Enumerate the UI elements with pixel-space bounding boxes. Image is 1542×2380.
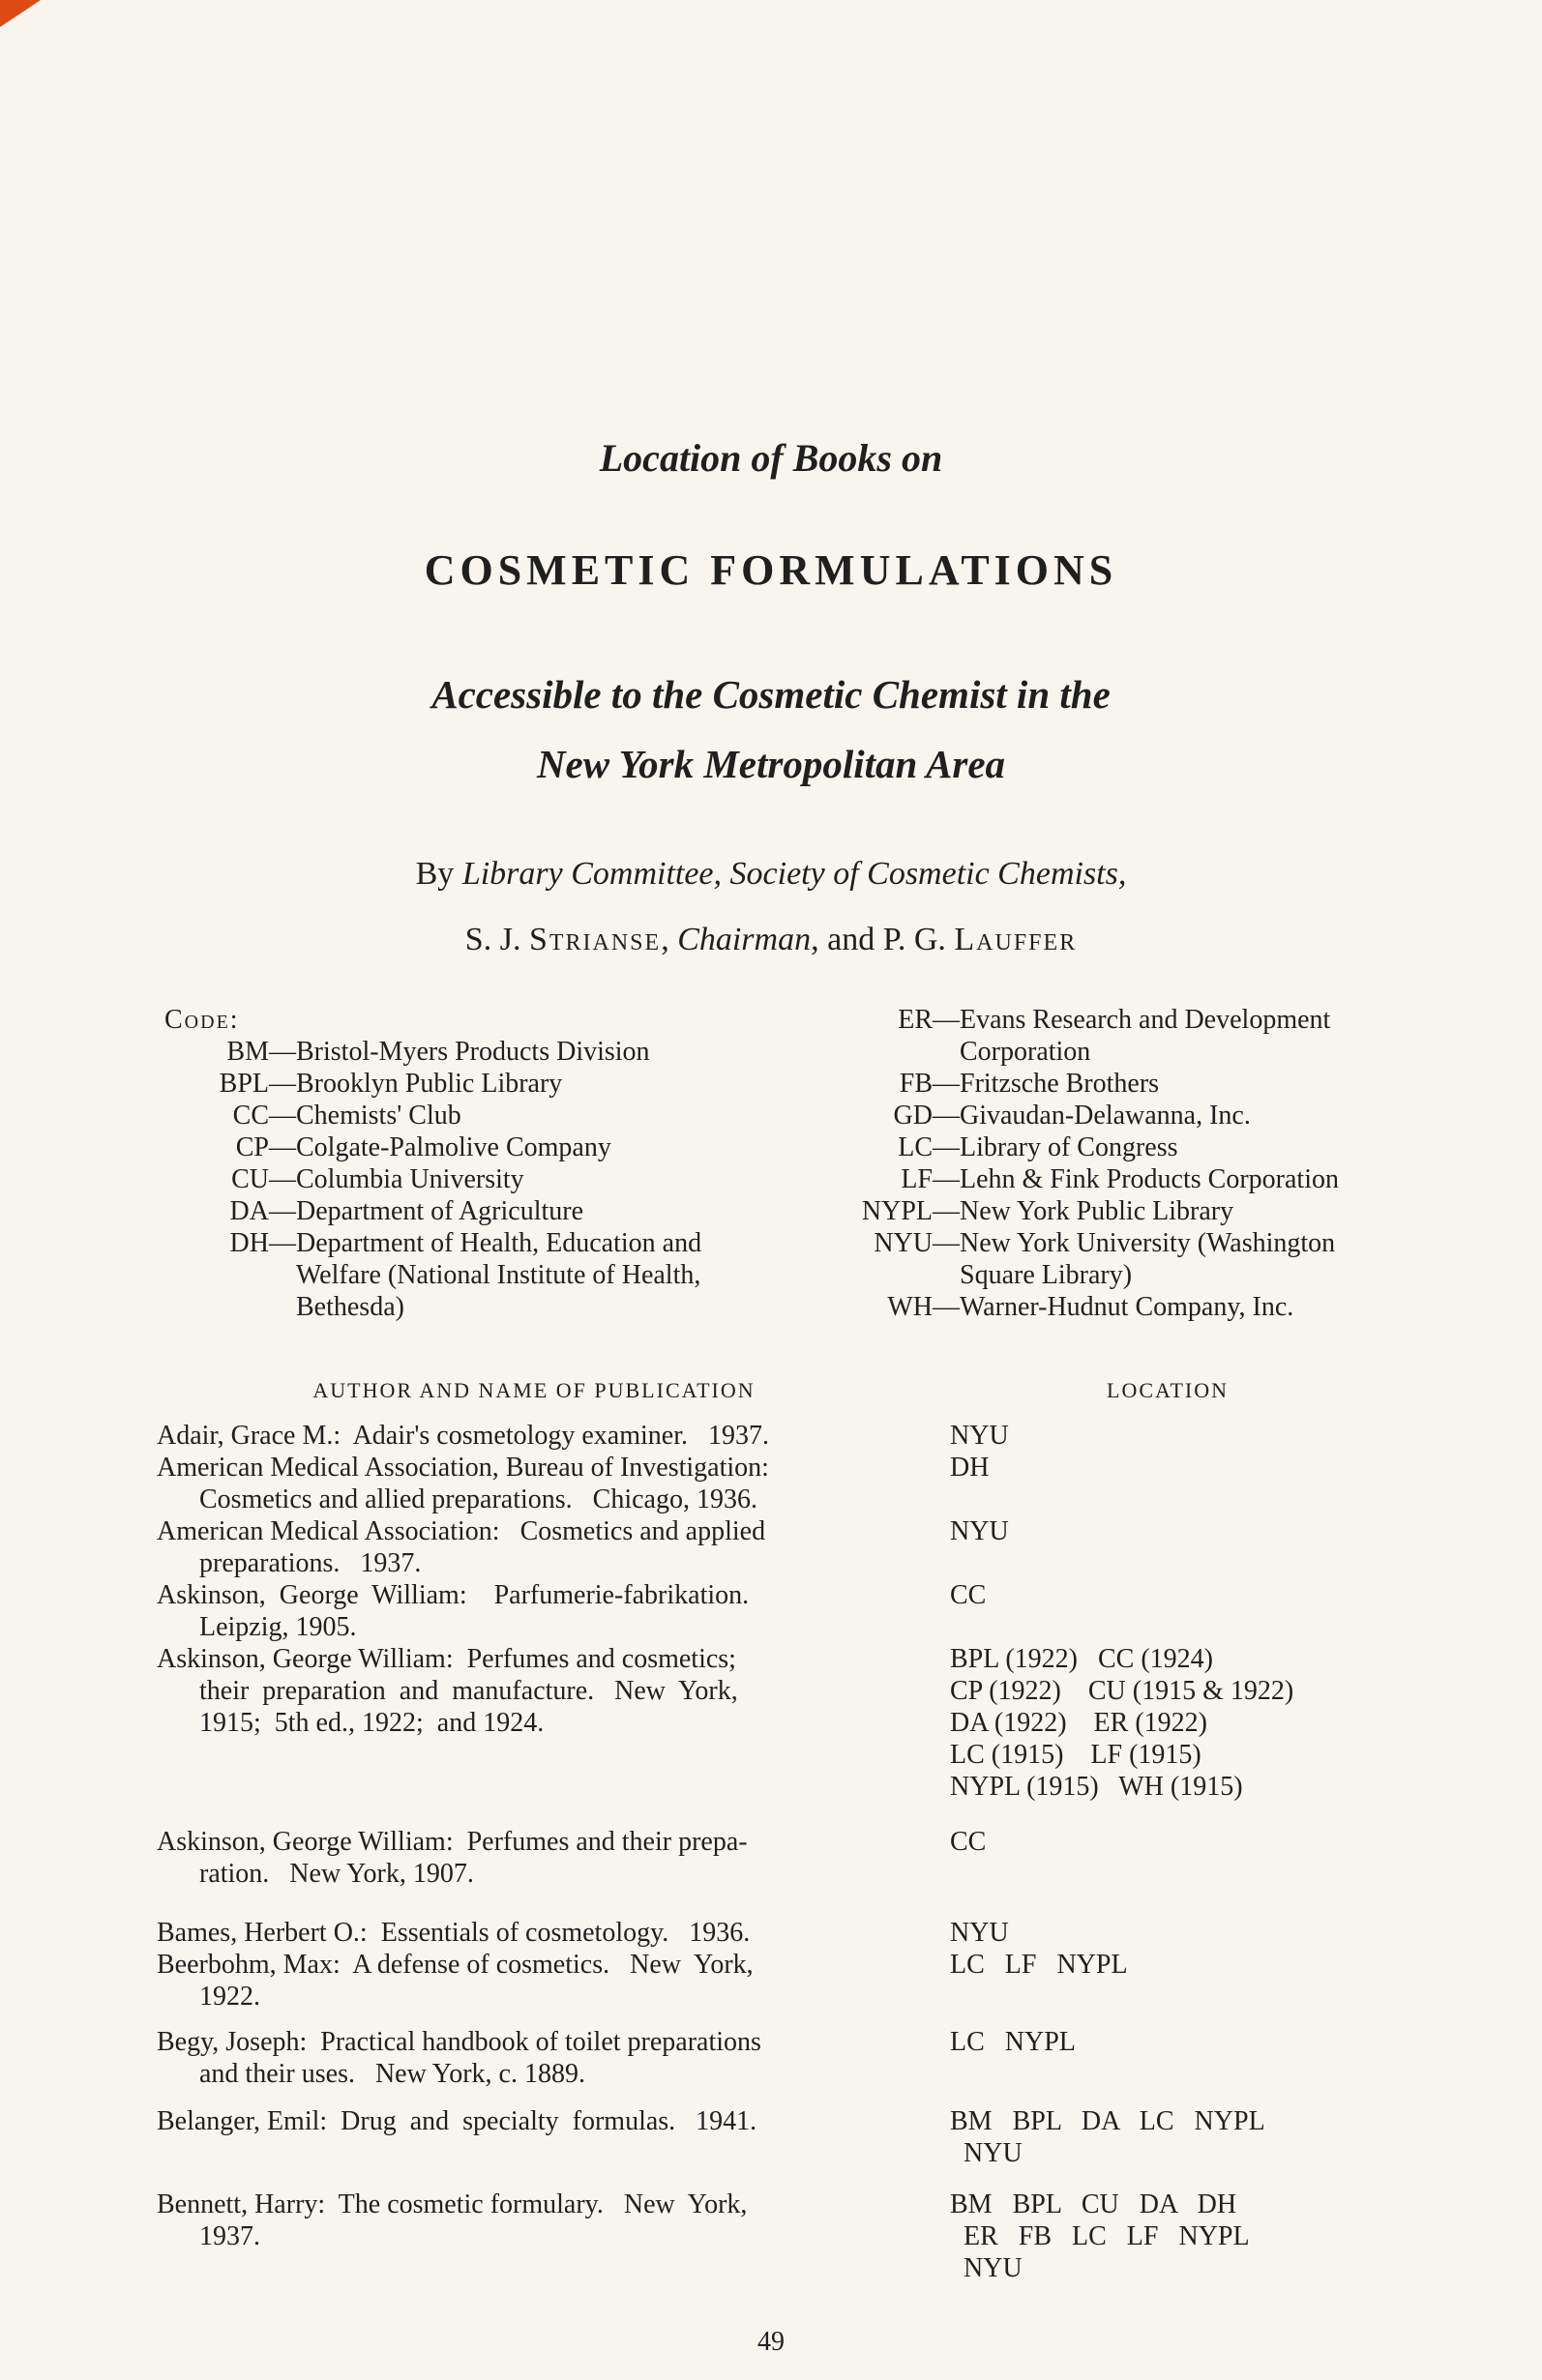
location-code-line: LC (1915) LF (1915) [950,1740,1201,1770]
code-abbreviation: GD— [893,1101,960,1131]
location-code-line: NYU [950,2138,1023,2168]
location-code-line: NYU [950,1918,1009,1948]
byline-segment: , and [811,922,883,957]
publication-text-line: 1937. [199,2221,260,2251]
subtitle-line2: New York Metropolitan Area [536,742,1006,786]
code-entry [820,1004,1343,1068]
location-code-line: LC LF NYPL [950,1950,1128,1980]
scan-corner-artifact [0,0,41,27]
location-codes [950,2189,1385,2284]
location-code-line: BM BPL DA LC NYPL [950,2106,1265,2136]
location-code-line: CC [950,1580,987,1610]
bibliography-row [157,1643,1385,1803]
bibliography-row [157,1917,1385,1949]
bibliography-row [157,1579,1385,1643]
code-institution-name: Department of Agriculture [296,1196,584,1226]
location-codes [950,1452,1385,1515]
location-code-line: ER FB LC LF NYPL [950,2221,1250,2251]
code-abbreviation: ER— [898,1005,960,1035]
bibliography-row [157,1826,1385,1890]
publication-text-line: and their uses. New York, c. 1889. [199,2059,585,2089]
document-page [157,0,1385,2358]
publication-entry [157,2105,911,2169]
location-codes [950,1420,1385,1452]
main-title: COSMETIC FORMULATIONS [424,546,1118,594]
code-column-left [157,1004,776,1323]
code-column-right [820,1004,1343,1323]
code-institution-name: Library of Congress [960,1132,1178,1162]
publication-entry [157,1579,911,1643]
byline-segment: Library Committee, Society of Cosmetic Chemists, [461,856,1127,892]
code-entry [157,1068,776,1100]
code-entry [157,1163,776,1195]
publication-text-line: 1915; 5th ed., 1922; and 1924. [199,1708,545,1738]
code-abbreviation: CP— [235,1132,296,1162]
publication-entry [157,1826,911,1890]
code-entry [157,1036,776,1068]
location-code-line: DA (1922) ER (1922) [950,1708,1207,1738]
byline-segment: , [661,922,678,957]
location-code-line: BM BPL CU DA DH [950,2189,1237,2219]
location-code-line: CP (1922) CU (1915 & 1922) [950,1676,1294,1706]
location-code-line: NYPL (1915) WH (1915) [950,1772,1243,1802]
publication-text-line: 1922. [199,1982,260,2012]
location-code-line: NYU [950,1421,1009,1451]
publication-text-line: American Medical Association, Bureau of Investigation: [157,1453,769,1483]
publication-text-line: preparations. 1937. [199,1548,422,1578]
publication-text-line: their preparation and manufacture. New York, [199,1676,738,1706]
code-entry [157,1131,776,1163]
series-title: Location of Books on [599,436,943,480]
author-column-header: AUTHOR AND NAME OF PUBLICATION [312,1378,756,1402]
byline-line1 [157,841,1385,907]
publication-entry [157,1917,911,1949]
bibliography-list [157,1420,1385,2284]
code-list-right [820,1004,1343,1323]
code-list-left [157,1036,776,1323]
code-institution-name: Department of Health, Education and Welfare (National Institute of Health, Bethesda) [296,1228,702,1322]
publication-entry [157,1452,911,1515]
code-entry [820,1131,1343,1163]
bibliography-row [157,1949,1385,2013]
code-abbreviation: LF— [901,1164,960,1194]
location-code-line: CC [950,1827,987,1857]
byline-segment: By [415,856,462,892]
code-abbreviation: BPL— [219,1069,296,1099]
publication-text-line: Askinson, George William: Perfumes and cosmetics; [157,1644,736,1674]
code-entry [157,1195,776,1227]
location-code-line: BPL (1922) CC (1924) [950,1644,1213,1674]
bibliography-row [157,2026,1385,2090]
code-label: Code: [164,1005,240,1035]
publication-entry [157,2026,911,2090]
code-abbreviation: BM— [226,1037,296,1067]
table-header [157,1377,1385,1404]
code-abbreviation: FB— [899,1069,960,1099]
publication-text-line: Askinson, George William: Perfumes and their prepa- [157,1827,748,1857]
code-abbreviation: DA— [229,1196,296,1226]
code-legend [157,1004,1385,1323]
publication-entry [157,1420,911,1452]
location-codes [950,1515,1385,1579]
location-codes [950,1949,1385,2013]
location-codes [950,1643,1385,1803]
code-entry [820,1100,1343,1131]
location-code-line: NYU [950,1516,1009,1546]
location-column-header: LOCATION [1107,1378,1229,1402]
subtitle [157,660,1385,799]
publication-entry [157,1643,911,1803]
publication-text-line: Cosmetics and allied preparations. Chicago, 1936. [199,1484,757,1514]
code-abbreviation: NYU— [874,1228,960,1258]
publication-text-line: Askinson, George William: Parfumerie-fabrikation. [157,1580,750,1610]
code-institution-name: Evans Research and Development Corporation [960,1005,1331,1067]
code-entry [820,1195,1343,1227]
code-entry [157,1227,776,1323]
code-abbreviation: LC— [898,1132,960,1162]
location-code-line: LC NYPL [950,2027,1076,2057]
publication-text-line: ration. New York, 1907. [199,1859,474,1889]
code-abbreviation: NYPL— [861,1196,960,1226]
code-entry [157,1100,776,1131]
code-institution-name: Columbia University [296,1164,524,1194]
code-institution-name: Givaudan-Delawanna, Inc. [960,1101,1251,1131]
byline-segment: P. G. [882,922,955,957]
publication-text-line: Bames, Herbert O.: Essentials of cosmetology. 1936. [157,1918,751,1948]
publication-entry [157,1949,911,2013]
location-code-line: DH [950,1453,990,1483]
code-institution-name: New York University (Washington Square Library) [960,1228,1336,1290]
publication-text-line: Adair, Grace M.: Adair's cosmetology examiner. 1937. [157,1421,769,1451]
page-number: 49 [757,2327,785,2357]
code-institution-name: Fritzsche Brothers [960,1069,1160,1099]
location-codes [950,2105,1385,2169]
bibliography-row [157,2105,1385,2169]
publication-text-line: Beerbohm, Max: A defense of cosmetics. New York, [157,1950,754,1980]
bibliography-row [157,1420,1385,1452]
byline-segment: S. J. [464,922,529,957]
location-code-line: NYU [950,2253,1023,2283]
code-institution-name: New York Public Library [960,1196,1234,1226]
byline-segment: Strianse [528,922,662,957]
bibliography-row [157,2189,1385,2284]
code-institution-name: Chemists' Club [296,1101,461,1131]
location-codes [950,1579,1385,1643]
bibliography-row [157,1452,1385,1515]
code-entry [820,1291,1343,1323]
bibliography-row [157,1515,1385,1579]
publication-text-line: Belanger, Emil: Drug and specialty formulas. 1941. [157,2106,757,2136]
code-institution-name: Colgate-Palmolive Company [296,1132,611,1162]
code-institution-name: Brooklyn Public Library [296,1069,563,1099]
location-codes [950,2026,1385,2090]
publication-text-line: American Medical Association: Cosmetics and applied [157,1516,766,1546]
publication-entry [157,1515,911,1579]
code-institution-name: Lehn & Fink Products Corporation [960,1164,1339,1194]
publication-text-line: Begy, Joseph: Practical handbook of toilet preparations [157,2027,761,2057]
publication-entry [157,2189,911,2284]
publication-text-line: Leipzig, 1905. [199,1612,357,1642]
code-abbreviation: DH— [229,1228,296,1258]
byline [157,841,1385,973]
code-abbreviation: CC— [232,1101,296,1131]
code-institution-name: Warner-Hudnut Company, Inc. [960,1292,1294,1322]
code-abbreviation: WH— [887,1292,960,1322]
byline-line2 [157,907,1385,973]
code-entry [820,1068,1343,1100]
code-entry [820,1227,1343,1291]
location-codes [950,1917,1385,1949]
byline-segment: Lauffer [954,922,1078,957]
publication-text-line: Bennett, Harry: The cosmetic formulary. New York, [157,2189,748,2219]
code-institution-name: Bristol-Myers Products Division [296,1037,650,1067]
code-abbreviation: CU— [231,1164,296,1194]
code-entry [820,1163,1343,1195]
location-codes [950,1826,1385,1890]
subtitle-line1: Accessible to the Cosmetic Chemist in the [431,672,1111,717]
byline-segment: Chairman [677,922,812,957]
